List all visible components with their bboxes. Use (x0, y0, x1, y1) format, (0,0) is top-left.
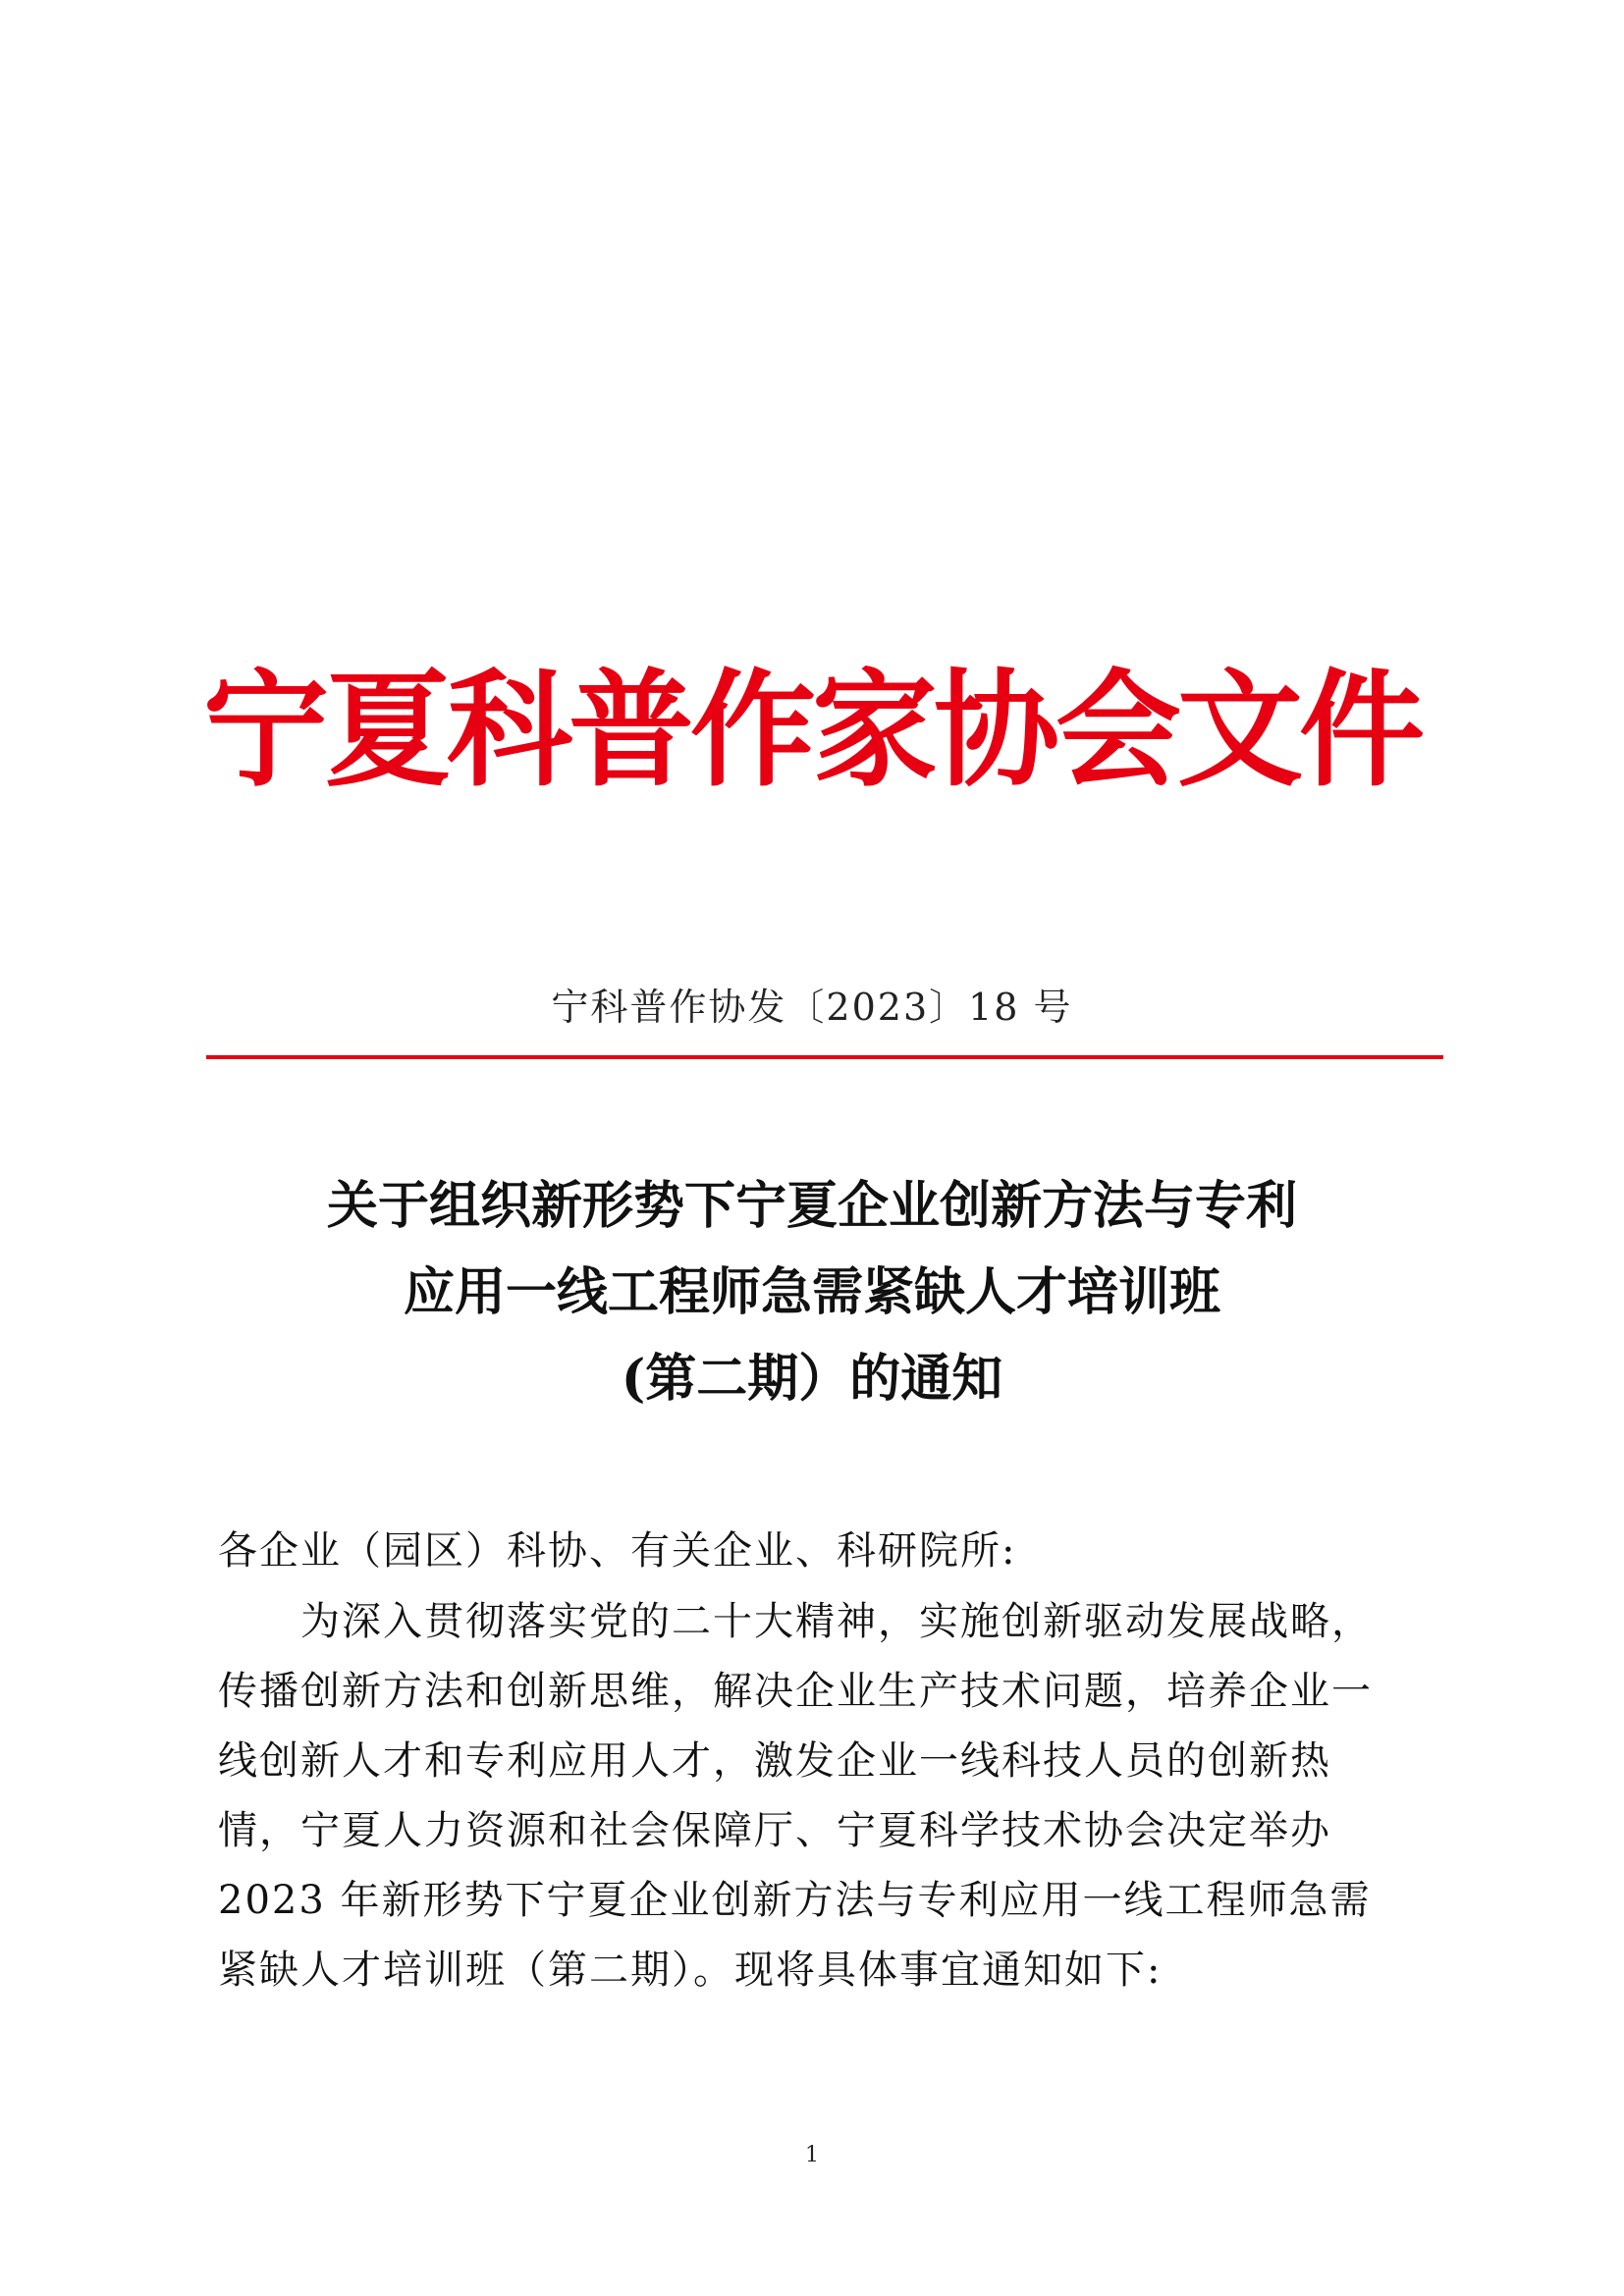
body-line-5: 2023 年新形势下宁夏企业创新方法与专利应用一线工程师急需 (218, 1878, 1372, 1923)
body-paragraph (218, 1587, 1416, 2005)
salutation: 各企业（园区）科协、有关企业、科研院所: (218, 1528, 1017, 1574)
document-header-title: 宁夏科普作家协会文件 (202, 658, 1421, 804)
body-line-1: 为深入贯彻落实党的二十大精神，实施创新驱动发展战略， (300, 1599, 1373, 1644)
notice-title-line-2: 应用一线工程师急需紧缺人才培训班 (403, 1262, 1220, 1322)
body-line-2: 传播创新方法和创新思维，解决企业生产技术问题，培养企业一 (218, 1669, 1373, 1714)
notice-title-line-1: 关于组织新形势下宁夏企业创新方法与专利 (326, 1176, 1297, 1236)
red-divider-line (206, 1055, 1443, 1059)
notice-title (157, 1163, 1467, 1422)
document-number: 宁科普作协发〔2023〕18 号 (551, 986, 1073, 1029)
body-line-4: 情，宁夏人力资源和社会保障厅、宁夏科学技术协会决定举办 (218, 1808, 1331, 1853)
notice-title-line-3: (第二期）的通知 (621, 1349, 1003, 1409)
page-number: 1 (805, 2143, 819, 2167)
body-line-3: 线创新人才和专利应用人才，激发企业一线科技人员的创新热 (218, 1738, 1331, 1784)
body-line-6: 紧缺人才培训班（第二期）。现将具体事宜通知如下: (218, 1948, 1163, 1993)
